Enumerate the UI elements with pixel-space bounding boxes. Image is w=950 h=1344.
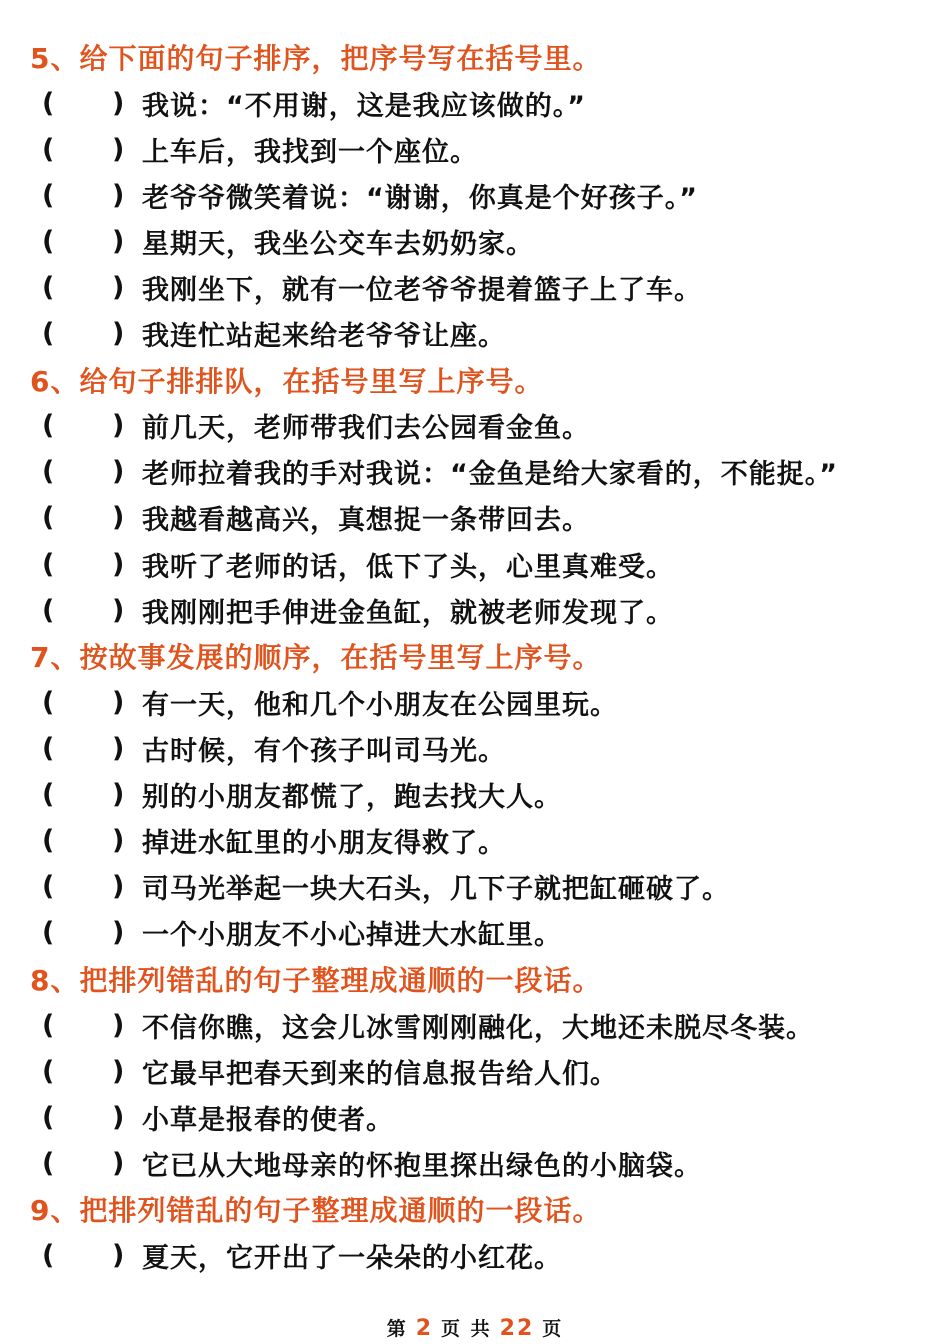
answer-blank-close: ) bbox=[112, 410, 126, 442]
answer-blank-open[interactable]: ( bbox=[42, 410, 56, 442]
section-heading: 6、给句子排排队，在括号里写上序号。 bbox=[30, 364, 544, 398]
sentence-text: 星期天，我坐公交车去奶奶家。 bbox=[142, 228, 534, 260]
answer-blank-open[interactable]: ( bbox=[42, 779, 56, 811]
sentence-text: 司马光举起一块大石头，几下子就把缸砸破了。 bbox=[142, 874, 730, 906]
answer-blank-open[interactable]: ( bbox=[42, 1009, 56, 1041]
sentence-text: 不信你瞧，这会儿冰雪刚刚融化，大地还未脱尽冬装。 bbox=[142, 1012, 814, 1044]
footer-total-pages: 22 bbox=[499, 1316, 535, 1341]
answer-blank-open[interactable]: ( bbox=[42, 1055, 56, 1087]
answer-blank-open[interactable]: ( bbox=[42, 502, 56, 534]
answer-blank-open[interactable]: ( bbox=[42, 825, 56, 857]
sentence-text: 我越看越高兴，真想捉一条带回去。 bbox=[142, 505, 590, 537]
sentence-text: 我刚坐下，就有一位老爷爷提着篮子上了车。 bbox=[142, 275, 702, 307]
sentence-text: 我说：“不用谢，这是我应该做的。” bbox=[142, 90, 586, 122]
answer-blank-close: ) bbox=[112, 502, 126, 534]
page-footer bbox=[0, 1314, 950, 1341]
answer-blank-close: ) bbox=[112, 225, 126, 257]
answer-blank-close: ) bbox=[112, 318, 126, 350]
answer-item bbox=[30, 818, 935, 864]
answer-blank-close: ) bbox=[112, 686, 126, 718]
answer-item bbox=[30, 1002, 935, 1048]
answer-item bbox=[30, 495, 935, 541]
sentence-text: 一个小朋友不小心掉进大水缸里。 bbox=[142, 920, 562, 952]
sentence-text: 前几天，老师带我们去公园看金鱼。 bbox=[142, 413, 590, 445]
answer-blank-close: ) bbox=[112, 179, 126, 211]
answer-blank-open[interactable]: ( bbox=[42, 732, 56, 764]
sentence-text: 掉进水缸里的小朋友得救了。 bbox=[142, 828, 506, 860]
sentence-text: 老师拉着我的手对我说：“金鱼是给大家看的，不能捉。” bbox=[142, 459, 838, 491]
answer-blank-close: ) bbox=[112, 1009, 126, 1041]
answer-blank-close: ) bbox=[112, 825, 126, 857]
answer-blank-close: ) bbox=[112, 133, 126, 165]
answer-blank-close: ) bbox=[112, 594, 126, 626]
answer-item bbox=[30, 264, 935, 310]
sentence-text: 上车后，我找到一个座位。 bbox=[142, 136, 478, 168]
answer-blank-open[interactable]: ( bbox=[42, 1147, 56, 1179]
section-heading: 9、把排列错乱的句子整理成通顺的一段话。 bbox=[30, 1194, 602, 1228]
sentence-text: 老爷爷微笑着说：“谢谢，你真是个好孩子。” bbox=[142, 182, 698, 214]
answer-item bbox=[30, 864, 935, 910]
sentence-text: 小草是报春的使者。 bbox=[142, 1104, 394, 1136]
footer-suffix: 页 bbox=[542, 1318, 564, 1340]
answer-blank-close: ) bbox=[112, 87, 126, 119]
sentence-text: 它已从大地母亲的怀抱里探出绿色的小脑袋。 bbox=[142, 1150, 702, 1182]
answer-blank-open[interactable]: ( bbox=[42, 87, 56, 119]
answer-blank-open[interactable]: ( bbox=[42, 272, 56, 304]
sentence-text: 有一天，他和几个小朋友在公园里玩。 bbox=[142, 689, 618, 721]
footer-prefix: 第 bbox=[386, 1318, 408, 1340]
answer-blank-open[interactable]: ( bbox=[42, 133, 56, 165]
answer-item bbox=[30, 449, 935, 495]
answer-blank-close: ) bbox=[112, 1101, 126, 1133]
sentence-text: 古时候，有个孩子叫司马光。 bbox=[142, 735, 506, 767]
answer-blank-close: ) bbox=[112, 917, 126, 949]
answer-blank-open[interactable]: ( bbox=[42, 871, 56, 903]
answer-item bbox=[30, 218, 935, 264]
answer-item bbox=[30, 403, 935, 449]
worksheet-content bbox=[30, 34, 935, 1279]
answer-blank-close: ) bbox=[112, 272, 126, 304]
answer-blank-close: ) bbox=[112, 779, 126, 811]
answer-item bbox=[30, 587, 935, 633]
footer-page-number: 2 bbox=[415, 1316, 434, 1341]
answer-blank-open[interactable]: ( bbox=[42, 917, 56, 949]
answer-item bbox=[30, 679, 935, 725]
answer-blank-open[interactable]: ( bbox=[42, 548, 56, 580]
answer-blank-open[interactable]: ( bbox=[42, 179, 56, 211]
section-heading: 7、按故事发展的顺序，在括号里写上序号。 bbox=[30, 641, 602, 675]
sentence-text: 别的小朋友都慌了，跑去找大人。 bbox=[142, 782, 562, 814]
answer-item bbox=[30, 311, 935, 357]
answer-item bbox=[30, 80, 935, 126]
answer-item bbox=[30, 126, 935, 172]
sentence-text: 我听了老师的话，低下了头，心里真难受。 bbox=[142, 551, 674, 583]
answer-blank-close: ) bbox=[112, 732, 126, 764]
answer-blank-close: ) bbox=[112, 456, 126, 488]
answer-blank-close: ) bbox=[112, 548, 126, 580]
answer-item bbox=[30, 772, 935, 818]
sentence-text: 我刚刚把手伸进金鱼缸，就被老师发现了。 bbox=[142, 597, 674, 629]
footer-middle: 页 共 bbox=[441, 1318, 492, 1340]
answer-blank-close: ) bbox=[112, 1239, 126, 1271]
sentence-text: 它最早把春天到来的信息报告给人们。 bbox=[142, 1058, 618, 1090]
answer-item bbox=[30, 1140, 935, 1186]
section-heading: 8、把排列错乱的句子整理成通顺的一段话。 bbox=[30, 963, 602, 997]
sentence-text: 我连忙站起来给老爷爷让座。 bbox=[142, 321, 506, 353]
answer-item bbox=[30, 541, 935, 587]
answer-blank-close: ) bbox=[112, 871, 126, 903]
answer-blank-close: ) bbox=[112, 1147, 126, 1179]
section-heading: 5、给下面的句子排序，把序号写在括号里。 bbox=[30, 42, 602, 76]
sentence-text: 夏天，它开出了一朵朵的小红花。 bbox=[142, 1242, 562, 1274]
answer-blank-open[interactable]: ( bbox=[42, 1239, 56, 1271]
answer-item bbox=[30, 1094, 935, 1140]
answer-blank-open[interactable]: ( bbox=[42, 318, 56, 350]
answer-blank-open[interactable]: ( bbox=[42, 1101, 56, 1133]
answer-item bbox=[30, 910, 935, 956]
answer-blank-close: ) bbox=[112, 1055, 126, 1087]
answer-blank-open[interactable]: ( bbox=[42, 594, 56, 626]
answer-blank-open[interactable]: ( bbox=[42, 225, 56, 257]
answer-item bbox=[30, 725, 935, 771]
answer-blank-open[interactable]: ( bbox=[42, 686, 56, 718]
answer-item bbox=[30, 1232, 935, 1278]
answer-item bbox=[30, 172, 935, 218]
answer-blank-open[interactable]: ( bbox=[42, 456, 56, 488]
answer-item bbox=[30, 1048, 935, 1094]
